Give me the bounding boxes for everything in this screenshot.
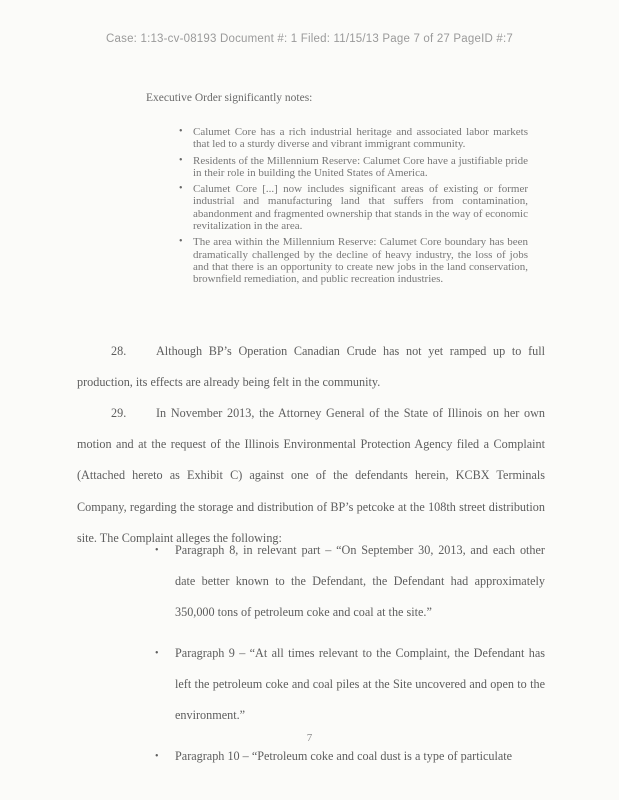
list-item: • Paragraph 8, in relevant part – “On September 30, 2013, and each other date better known to the Defendant, the Defendant had approximately 350,000 tons of petroleum coke and coal at the site.” bbox=[175, 535, 545, 628]
paragraph-number: 28. bbox=[111, 344, 127, 358]
paragraph-text: Although BP’s Operation Canadian Crude has not yet ramped up to full production, its effects are already being felt in the community. bbox=[77, 344, 545, 390]
complaint-allegations bbox=[155, 535, 545, 782]
paragraph-29 bbox=[77, 398, 545, 554]
bullet-icon: • bbox=[179, 236, 183, 248]
paragraph-number: 29. bbox=[111, 406, 127, 420]
page-number: 7 bbox=[306, 732, 313, 744]
bullet-icon: • bbox=[179, 154, 183, 166]
bullet-icon: • bbox=[179, 126, 183, 137]
bullet-icon: • bbox=[155, 751, 159, 762]
bullet-icon: • bbox=[155, 648, 159, 659]
intro-text: Executive Order significantly notes: bbox=[146, 92, 313, 104]
executive-order-bullets bbox=[179, 126, 528, 290]
paragraph-28 bbox=[77, 336, 545, 398]
list-item: • Paragraph 9 – “At all times relevant to the Complaint, the Defendant has left the petroleum coke and coal piles at the Site uncovered and open to the environment.” bbox=[175, 638, 545, 731]
case-header: Case: 1:13-cv-08193 Document #: 1 Filed: 11/15/13 Page 7 of 27 PageID #:7 bbox=[106, 33, 513, 45]
bullet-icon: • bbox=[179, 183, 183, 195]
bullet-icon: • bbox=[155, 545, 159, 556]
list-item: • Calumet Core [...] now includes significant areas of existing or former industrial and manufacturing land that suffers from contamination, abandonment and fragmented ownership that stands in the way of economic revitalization in the area. bbox=[179, 183, 528, 233]
paragraph-text: In November 2013, the Attorney General of the State of Illinois on her own motion and at the request of the Illinois Environmental Protection Agency filed a Complaint (Attached hereto as Exhibit C) against one of the defendants herein, KCBX Terminals Company, regarding the storage and distribution of BP’s petcoke at the 108th street distribution site. The Complaint alleges the following: bbox=[77, 406, 545, 545]
list-item: • Paragraph 10 – “Petroleum coke and coal dust is a type of particulate bbox=[175, 741, 545, 772]
list-item: • The area within the Millennium Reserve: Calumet Core boundary has been dramatically challenged by the decline of heavy industry, the loss of jobs and that there is an opportunity to create new jobs in the land conservation, brownfield remediation, and public recreation industries. bbox=[179, 236, 528, 286]
list-item: • Calumet Core has a rich industrial heritage and associated labor markets that led to a sturdy diverse and vibrant immigrant community. bbox=[179, 126, 528, 151]
list-item: • Residents of the Millennium Reserve: Calumet Core have a justifiable pride in their role in building the United States of America. bbox=[179, 154, 528, 179]
